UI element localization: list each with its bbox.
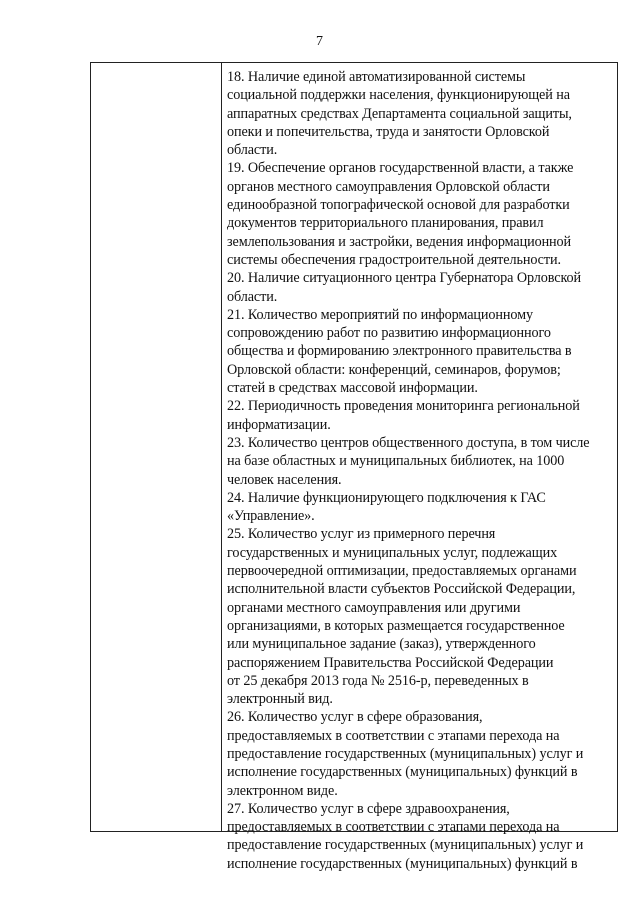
text-line: исполнительной власти субъектов Российской Федерации, xyxy=(227,581,576,598)
text-line: документов территориального планирования, правил xyxy=(227,215,544,232)
text-line: области. xyxy=(227,142,278,159)
text-line: социальной поддержки населения, функционирующей на xyxy=(227,87,570,104)
text-line: исполнение государственных (муниципальных) функций в xyxy=(227,764,578,781)
text-line: на базе областных и муниципальных библиотек, на 1000 xyxy=(227,453,565,470)
table-right-cell xyxy=(222,63,617,872)
text-line: или муниципальное задание (заказ), утвержденного xyxy=(227,636,536,653)
text-line: исполнение государственных (муниципальных) функций в xyxy=(227,855,578,872)
text-line: сопровождению работ по развитию информационного xyxy=(227,325,551,342)
text-line: Орловской области: конференций, семинаров, форумов; xyxy=(227,361,561,378)
text-line: единообразной топографической основой для разработки xyxy=(227,197,570,214)
text-line: электронный вид. xyxy=(227,691,333,708)
text-line: электронном виде. xyxy=(227,782,338,799)
text-line: распоряжением Правительства Российской Федерации xyxy=(227,654,554,671)
text-line: предоставляемых в соответствии с этапами перехода на xyxy=(227,727,560,744)
text-line: 18. Наличие единой автоматизированной системы xyxy=(227,69,526,85)
text-line: системы обеспечения градостроительной деятельности. xyxy=(227,251,561,268)
text-line: землепользования и застройки, ведения информационной xyxy=(227,233,572,250)
text-line: опеки и попечительства, труда и занятости Орловской xyxy=(227,123,550,140)
text-line: предоставление государственных (муниципальных) услуг и xyxy=(227,745,584,762)
document-table xyxy=(90,62,618,872)
text-line: общества и формированию электронного правительства в xyxy=(227,343,572,360)
text-line: области. xyxy=(227,288,278,305)
text-line: 22. Периодичность проведения мониторинга региональной xyxy=(227,398,580,415)
text-line: информатизации. xyxy=(227,416,331,433)
text-line: 24. Наличие функционирующего подключения к ГАС xyxy=(227,489,546,506)
text-line: 25. Количество услуг из примерного перечня xyxy=(227,526,496,543)
text-line: аппаратных средствах Департамента социальной защиты, xyxy=(227,105,572,122)
text-line: органами местного самоуправления или другими xyxy=(227,599,521,616)
text-line: государственных и муниципальных услуг, подлежащих xyxy=(227,544,558,561)
text-line: предоставляемых в соответствии с этапами перехода на xyxy=(227,819,560,836)
text-line: организациями, в которых размещается государственное xyxy=(227,617,565,634)
text-line: предоставление государственных (муниципальных) услуг и xyxy=(227,837,584,854)
text-line: 21. Количество мероприятий по информационному xyxy=(227,306,533,323)
text-line: статей в средствах массовой информации. xyxy=(227,380,478,397)
text-line: «Управление». xyxy=(227,508,315,525)
page-number: 7 xyxy=(316,34,323,49)
text-line: первоочередной оптимизации, предоставляемых органами xyxy=(227,563,577,580)
text-line: от 25 декабря 2013 года № 2516-р, переведенных в xyxy=(227,672,529,689)
text-line: 26. Количество услуг в сфере образования, xyxy=(227,709,483,726)
text-line: 19. Обеспечение органов государственной власти, а также xyxy=(227,160,574,177)
text-line: 27. Количество услуг в сфере здравоохранения, xyxy=(227,800,510,817)
text-line: человек населения. xyxy=(227,471,342,488)
table-left-cell xyxy=(91,63,222,831)
text-line: 23. Количество центров общественного доступа, в том числе xyxy=(227,434,590,451)
text-line: 20. Наличие ситуационного центра Губернатора Орловской xyxy=(227,270,582,287)
text-line: органов местного самоуправления Орловской области xyxy=(227,178,550,195)
